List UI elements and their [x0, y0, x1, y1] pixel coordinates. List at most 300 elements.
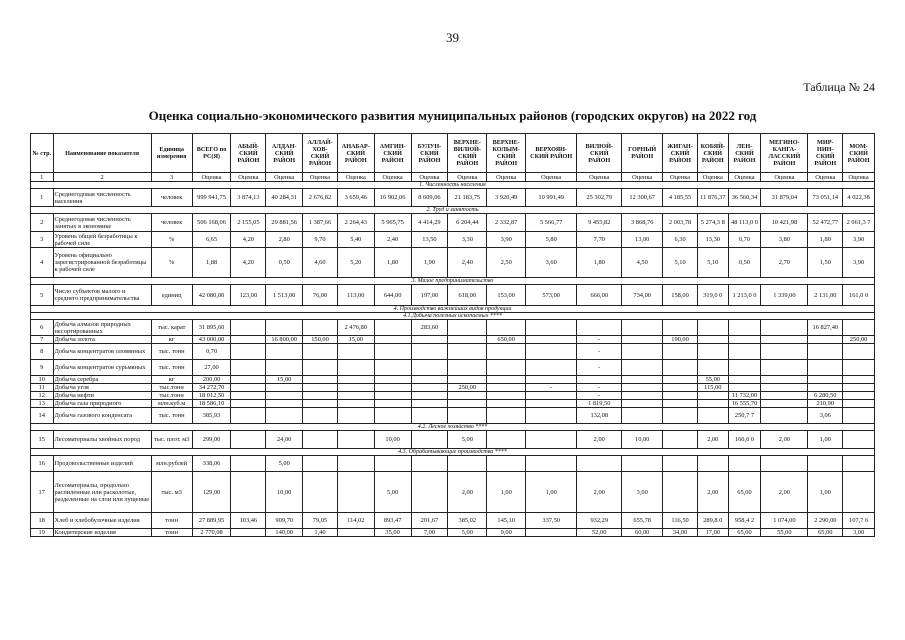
column-header: АЛДАН-СКИЙ РАЙОН	[266, 134, 303, 173]
value-cell	[411, 376, 448, 384]
value-cell: 2,00	[761, 431, 808, 449]
value-cell	[337, 472, 374, 513]
unit-of-measure: единиц	[151, 285, 192, 306]
row-number: 4	[31, 248, 54, 278]
value-cell	[337, 344, 374, 360]
value-cell: 2 476,80	[337, 320, 374, 336]
value-cell: 4,50	[622, 248, 663, 278]
value-cell: 48 113,0 0	[728, 214, 761, 232]
value-cell	[411, 336, 448, 344]
value-cell: 10 991,49	[526, 189, 577, 207]
value-cell: 123,00	[231, 285, 266, 306]
unit-of-measure: %	[151, 248, 192, 278]
value-cell	[448, 408, 487, 424]
value-cell	[487, 384, 526, 392]
value-cell: 337,50	[526, 513, 577, 529]
value-cell	[843, 392, 875, 400]
column-header: Наименование показателя	[53, 134, 151, 173]
value-cell: 73 051,14	[808, 189, 843, 207]
value-cell: 9 455,82	[577, 214, 622, 232]
section-title: 4.2. Лесное хозяйство ****	[31, 424, 875, 431]
value-cell: 2,00	[697, 431, 728, 449]
value-cell: 6 204,44	[448, 214, 487, 232]
value-cell: 338,06	[192, 456, 231, 472]
value-cell: 27,00	[192, 360, 231, 376]
table-row	[31, 392, 875, 400]
value-cell	[526, 400, 577, 408]
value-cell: 0,70	[728, 232, 761, 248]
value-cell	[448, 376, 487, 384]
value-cell: 21 183,75	[448, 189, 487, 207]
value-cell: 15,00	[337, 336, 374, 344]
value-cell: 15,00	[266, 376, 303, 384]
indicator-name: Продовольственные изделий	[53, 456, 151, 472]
section-title: 4.3. Обрабатывающие производства ****	[31, 449, 875, 456]
value-cell	[697, 408, 728, 424]
value-cell	[697, 336, 728, 344]
value-cell: 3,90	[487, 232, 526, 248]
unit-of-measure: млн.рублей	[151, 456, 192, 472]
value-cell	[337, 431, 374, 449]
indicator-name: Уровень общей безработицы к рабочей силе	[53, 232, 151, 248]
column-header: ЛЕН-СКИЙ РАЙОН	[728, 134, 761, 173]
indicator-name: 2	[53, 173, 151, 182]
row-number: 17	[31, 472, 54, 513]
value-cell	[337, 376, 374, 384]
column-header: МЕГИНО-КАНГА-ЛАССКИЙ РАЙОН	[761, 134, 808, 173]
value-cell: 893,47	[374, 513, 411, 529]
value-cell: 5 274,3 8	[697, 214, 728, 232]
value-cell: 1 074,00	[761, 513, 808, 529]
value-cell: 5,00	[448, 529, 487, 537]
value-cell	[622, 360, 663, 376]
value-cell: 1,00	[808, 431, 843, 449]
value-cell: 5,80	[526, 232, 577, 248]
value-cell	[526, 360, 577, 376]
value-cell	[411, 431, 448, 449]
row-number: 9	[31, 360, 54, 376]
value-cell	[303, 456, 338, 472]
value-cell: 150,00	[303, 336, 338, 344]
column-header: ЖИГАН-СКИЙ РАЙОН	[663, 134, 698, 173]
value-cell: 999 941,75	[192, 189, 231, 207]
value-cell: 250,7 7	[728, 408, 761, 424]
value-cell: 250,00	[448, 384, 487, 392]
value-cell	[266, 360, 303, 376]
value-cell: 299,00	[192, 431, 231, 449]
value-cell	[728, 320, 761, 336]
value-cell	[374, 360, 411, 376]
value-cell	[728, 384, 761, 392]
value-cell	[663, 320, 698, 336]
value-cell: 2 332,87	[487, 214, 526, 232]
value-cell: 319,0 0	[697, 285, 728, 306]
value-cell: 650,00	[487, 336, 526, 344]
value-cell	[374, 320, 411, 336]
value-cell	[663, 408, 698, 424]
value-cell: 3 920,49	[487, 189, 526, 207]
value-cell: 0,50	[266, 248, 303, 278]
value-cell: 1 513,00	[266, 285, 303, 306]
value-cell	[266, 400, 303, 408]
table-row	[31, 248, 875, 278]
value-cell	[487, 431, 526, 449]
value-cell: 116,50	[663, 513, 698, 529]
value-cell	[728, 376, 761, 384]
table-row	[31, 285, 875, 306]
value-cell: Оценка	[448, 173, 487, 182]
value-cell: Оценка	[843, 173, 875, 182]
section-title: 2. Труд и занятость	[31, 207, 875, 214]
value-cell: 11 732,00	[728, 392, 761, 400]
value-cell: 42 080,00	[192, 285, 231, 306]
section-title: 4. Производство важнейших видов продукции	[31, 306, 875, 313]
table-row	[31, 400, 875, 408]
row-number: 10	[31, 376, 54, 384]
value-cell: 13,30	[697, 232, 728, 248]
value-cell: Оценка	[526, 173, 577, 182]
value-cell	[411, 392, 448, 400]
value-cell	[577, 456, 622, 472]
value-cell	[843, 384, 875, 392]
value-cell	[374, 456, 411, 472]
value-cell	[526, 408, 577, 424]
value-cell: 10 421,98	[761, 214, 808, 232]
table-row	[31, 456, 875, 472]
table-row	[31, 232, 875, 248]
value-cell: 210,90	[808, 400, 843, 408]
value-cell: -	[577, 336, 622, 344]
value-cell: 145,10	[487, 513, 526, 529]
value-cell: 190,00	[663, 336, 698, 344]
value-cell: 2,00	[761, 472, 808, 513]
indicator-name: Лесоматериалы хвойных пород	[53, 431, 151, 449]
value-cell: 60,00	[622, 529, 663, 537]
value-cell	[843, 431, 875, 449]
value-cell: 113,00	[337, 285, 374, 306]
column-header: ГОРНЫЙ РАЙОН	[622, 134, 663, 173]
row-number: 14	[31, 408, 54, 424]
value-cell: 200,00	[192, 376, 231, 384]
value-cell: 3,90	[843, 232, 875, 248]
value-cell: Оценка	[577, 173, 622, 182]
value-cell	[231, 360, 266, 376]
value-cell: 1,90	[411, 248, 448, 278]
value-cell	[761, 320, 808, 336]
value-cell	[266, 408, 303, 424]
value-cell	[337, 384, 374, 392]
value-cell	[337, 400, 374, 408]
value-cell	[448, 344, 487, 360]
value-cell	[411, 472, 448, 513]
value-cell	[266, 384, 303, 392]
value-cell	[622, 336, 663, 344]
value-cell: 114,02	[337, 513, 374, 529]
value-cell: 250,00	[843, 336, 875, 344]
value-cell	[728, 456, 761, 472]
value-cell: 12 300,67	[622, 189, 663, 207]
value-cell	[526, 392, 577, 400]
value-cell: 3,06	[808, 408, 843, 424]
value-cell	[761, 456, 808, 472]
value-cell	[487, 344, 526, 360]
value-cell: Оценка	[761, 173, 808, 182]
column-header: ВСЕГО по РС(Я)	[192, 134, 231, 173]
value-cell: 153,00	[487, 285, 526, 306]
value-cell	[374, 392, 411, 400]
value-cell: 3,90	[843, 248, 875, 278]
value-cell	[808, 360, 843, 376]
value-cell: 16 902,06	[374, 189, 411, 207]
value-cell: 55,00	[761, 529, 808, 537]
value-cell	[663, 472, 698, 513]
value-cell	[231, 529, 266, 537]
indicator-name: Добыча газового конденсата	[53, 408, 151, 424]
value-cell: 6,65	[192, 232, 231, 248]
section-heading-manufacturing	[31, 449, 875, 456]
table-row	[31, 336, 875, 344]
row-number: 2	[31, 214, 54, 232]
value-cell: 573,00	[526, 285, 577, 306]
value-cell	[808, 376, 843, 384]
value-cell: 161,0 0	[843, 285, 875, 306]
value-cell: 1 819,50	[577, 400, 622, 408]
column-header: АМГИН-СКИЙ РАЙОН	[374, 134, 411, 173]
row-number: 1	[31, 189, 54, 207]
value-cell: 2,40	[448, 248, 487, 278]
value-cell	[303, 344, 338, 360]
indicator-name: Лесоматериалы, продольно распиленные или расколотые, разделенные на слои или лущеные	[53, 472, 151, 513]
value-cell	[697, 360, 728, 376]
value-cell	[231, 400, 266, 408]
value-cell	[487, 376, 526, 384]
table-label: Таблица № 24	[803, 80, 875, 94]
value-cell: 3 868,76	[622, 214, 663, 232]
value-cell: 18 012,50	[192, 392, 231, 400]
value-cell	[231, 431, 266, 449]
unit-of-measure: тыс. тонн	[151, 344, 192, 360]
value-cell	[266, 320, 303, 336]
value-cell: 1,88	[192, 248, 231, 278]
value-cell	[374, 344, 411, 360]
value-cell	[697, 344, 728, 360]
table-row	[31, 408, 875, 424]
value-cell: -	[526, 384, 577, 392]
value-cell: 2,80	[266, 232, 303, 248]
indicator-name: Кондитерские изделия	[53, 529, 151, 537]
value-cell: 34 272,70	[192, 384, 231, 392]
value-cell	[663, 400, 698, 408]
value-cell: 2,00	[448, 472, 487, 513]
table-row	[31, 214, 875, 232]
section-title: 4.1.Добыча полезных ископаемых ****	[31, 313, 875, 320]
value-cell: -	[577, 384, 622, 392]
row-number: 7	[31, 336, 54, 344]
value-cell	[697, 392, 728, 400]
value-cell	[448, 456, 487, 472]
value-cell	[303, 400, 338, 408]
value-cell	[303, 376, 338, 384]
value-cell: 7,70	[577, 232, 622, 248]
value-cell: 2,00	[577, 431, 622, 449]
value-cell	[266, 392, 303, 400]
value-cell: 2 155,05	[231, 214, 266, 232]
value-cell: 10,00	[266, 472, 303, 513]
section-title: 3. Малое предпринимательство	[31, 278, 875, 285]
value-cell: Оценка	[231, 173, 266, 182]
value-cell	[374, 400, 411, 408]
table-row	[31, 529, 875, 537]
value-cell: 65,00	[728, 472, 761, 513]
value-cell	[663, 344, 698, 360]
value-cell: 4 022,38	[843, 189, 875, 207]
unit-of-measure: кг	[151, 336, 192, 344]
report-table	[30, 133, 875, 537]
row-number: 19	[31, 529, 54, 537]
value-cell	[761, 336, 808, 344]
value-cell: 3,60	[526, 248, 577, 278]
indicator-name: Уровень официально зарегистрированной безработицы к рабочей силе	[53, 248, 151, 278]
value-cell	[303, 384, 338, 392]
value-cell: 644,00	[374, 285, 411, 306]
page-number: 39	[446, 30, 459, 45]
value-cell	[728, 336, 761, 344]
unit-of-measure: тыс.тонн	[151, 384, 192, 392]
value-cell: 283,60	[411, 320, 448, 336]
value-cell: 2,00	[577, 472, 622, 513]
value-cell	[808, 456, 843, 472]
value-cell	[663, 431, 698, 449]
value-cell: 129,00	[192, 472, 231, 513]
value-cell: 52,00	[577, 529, 622, 537]
value-cell: 158,00	[663, 285, 698, 306]
row-number: 18	[31, 513, 54, 529]
value-cell	[448, 320, 487, 336]
value-cell: 5,00	[448, 431, 487, 449]
value-cell	[577, 320, 622, 336]
value-cell: 18 586,10	[192, 400, 231, 408]
indicator-name: Добыча угля	[53, 384, 151, 392]
value-cell: 1,00	[526, 472, 577, 513]
value-cell: 1,00	[487, 472, 526, 513]
value-cell: 6,30	[663, 232, 698, 248]
value-cell: 2 003,78	[663, 214, 698, 232]
value-cell	[448, 336, 487, 344]
value-cell: 1 387,66	[303, 214, 338, 232]
value-cell	[843, 360, 875, 376]
value-cell: 2,40	[374, 232, 411, 248]
value-cell	[843, 400, 875, 408]
value-cell: Оценка	[192, 173, 231, 182]
value-cell: 655,78	[622, 513, 663, 529]
value-cell	[411, 360, 448, 376]
indicator-name: Добыча золота	[53, 336, 151, 344]
indicator-name: Хлеб и хлебобулочные изделия	[53, 513, 151, 529]
value-cell: Оценка	[697, 173, 728, 182]
value-cell: 16 800,00	[266, 336, 303, 344]
indicator-name: Среднегодовая численность населения	[53, 189, 151, 207]
value-cell: Оценка	[337, 173, 374, 182]
value-cell: 385,02	[448, 513, 487, 529]
value-cell	[411, 400, 448, 408]
value-cell	[411, 456, 448, 472]
value-cell: 5 566,77	[526, 214, 577, 232]
value-cell: 2,00	[697, 472, 728, 513]
value-cell: 16 555,70	[728, 400, 761, 408]
value-cell: 103,46	[231, 513, 266, 529]
value-cell: 36 560,34	[728, 189, 761, 207]
indicator-name: Добыча газа природного	[53, 400, 151, 408]
value-cell: 31 879,04	[761, 189, 808, 207]
value-cell: Оценка	[622, 173, 663, 182]
value-cell	[337, 529, 374, 537]
value-cell: 40 284,31	[266, 189, 303, 207]
value-cell	[487, 408, 526, 424]
unit-of-measure: тыс. м3	[151, 472, 192, 513]
value-cell	[526, 376, 577, 384]
value-cell	[761, 392, 808, 400]
value-cell: 5,20	[337, 248, 374, 278]
value-cell	[303, 392, 338, 400]
value-cell: 4,60	[303, 248, 338, 278]
value-cell: Оценка	[808, 173, 843, 182]
value-cell	[728, 360, 761, 376]
indicator-name: Среднегодовая численность занятых в экономике	[53, 214, 151, 232]
value-cell	[337, 456, 374, 472]
value-cell: 132,08	[577, 408, 622, 424]
value-cell: 4,20	[231, 232, 266, 248]
value-cell	[526, 320, 577, 336]
value-cell: 7,00	[411, 529, 448, 537]
value-cell	[843, 376, 875, 384]
table-row	[31, 384, 875, 392]
column-header: МИР-НИН-СКИЙ РАЙОН	[808, 134, 843, 173]
unit-of-measure: кг	[151, 376, 192, 384]
value-cell: 2 770,08	[192, 529, 231, 537]
value-cell: Оценка	[663, 173, 698, 182]
unit-of-measure: тыс. тонн	[151, 408, 192, 424]
value-cell	[761, 344, 808, 360]
table-row	[31, 376, 875, 384]
value-cell	[663, 392, 698, 400]
value-cell: 3,00	[622, 472, 663, 513]
table-row	[31, 360, 875, 376]
value-cell: 385,93	[192, 408, 231, 424]
table-row	[31, 320, 875, 336]
value-cell	[303, 320, 338, 336]
value-cell	[337, 392, 374, 400]
value-cell	[622, 344, 663, 360]
value-cell	[843, 456, 875, 472]
value-cell: 17,00	[697, 529, 728, 537]
value-cell	[663, 376, 698, 384]
value-cell: 1,80	[577, 248, 622, 278]
value-cell	[231, 320, 266, 336]
value-cell: 1 213,0 0	[728, 285, 761, 306]
value-cell: 1,50	[808, 248, 843, 278]
value-cell: 79,05	[303, 513, 338, 529]
value-cell	[808, 384, 843, 392]
value-cell: 2 264,43	[337, 214, 374, 232]
section-heading-labor	[31, 207, 875, 214]
value-cell	[526, 336, 577, 344]
value-cell: 2,50	[487, 248, 526, 278]
value-cell: 160,0 0	[728, 431, 761, 449]
column-header: ВИЛЮЙ-СКИЙ РАЙОН	[577, 134, 622, 173]
value-cell: 734,00	[622, 285, 663, 306]
value-cell	[487, 400, 526, 408]
value-cell	[303, 472, 338, 513]
